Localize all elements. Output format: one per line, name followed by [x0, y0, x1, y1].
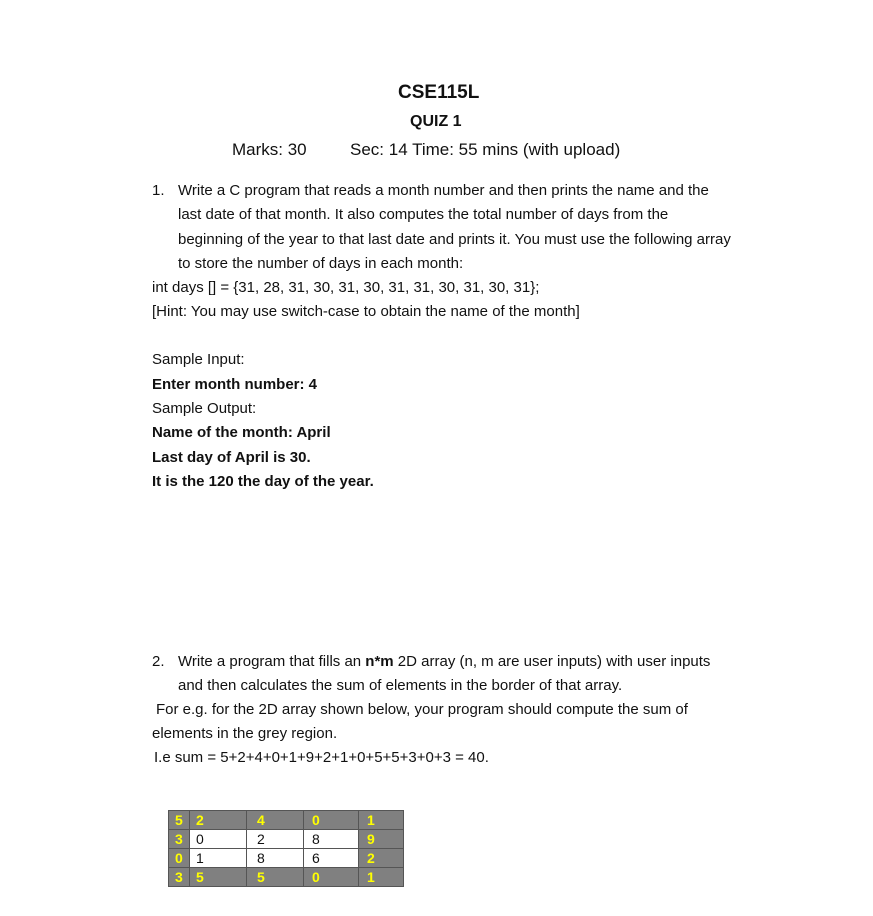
- grid-cell: 0: [190, 830, 247, 849]
- example-2d-array: [168, 810, 404, 887]
- grid-cell: 8: [304, 830, 359, 849]
- grid-cell: 1: [359, 811, 404, 830]
- grid-row: [169, 830, 404, 849]
- grid-row: [169, 849, 404, 868]
- section-time-label: Sec: 14 Time: 55 mins (with upload): [350, 140, 621, 159]
- grid-cell: 8: [247, 849, 304, 868]
- q1-hint: [Hint: You may use switch-case to obtain the name of the month]: [152, 303, 580, 320]
- q2-line-1-b: 2D array (n, m are user inputs) with user inputs: [393, 653, 711, 670]
- grid-cell: 3: [169, 830, 190, 849]
- q2-line-1-a: Write a program that fills an: [178, 653, 366, 670]
- grid-cell: 1: [190, 849, 247, 868]
- grid-cell: 4: [247, 811, 304, 830]
- sample-input-label: Sample Input:: [152, 351, 245, 368]
- grid-cell: 5: [247, 868, 304, 887]
- q2-line-2: and then calculates the sum of elements in the border of that array.: [178, 677, 623, 694]
- grid-cell: 5: [190, 868, 247, 887]
- grid-cell: 0: [304, 868, 359, 887]
- q2-line-3: For e.g. for the 2D array shown below, your program should compute the sum of: [156, 701, 688, 718]
- q1-array-code: int days [] = {31, 28, 31, 30, 31, 30, 31, 31, 30, 31, 30, 31};: [152, 279, 540, 296]
- q2-sum-line: I.e sum = 5+2+4+0+1+9+2+1+0+5+5+3+0+3 = 40.: [154, 749, 489, 766]
- course-title: CSE115L: [398, 82, 480, 103]
- q1-number: 1.: [152, 182, 165, 199]
- grid-cell: 2: [359, 849, 404, 868]
- sample-output-line-2: Last day of April is 30.: [152, 449, 311, 466]
- q1-line-4: to store the number of days in each month:: [178, 255, 464, 272]
- grid-cell: 1: [359, 868, 404, 887]
- grid-cell: 5: [169, 811, 190, 830]
- grid-row: [169, 868, 404, 887]
- grid-cell: 6: [304, 849, 359, 868]
- q1-line-1: Write a C program that reads a month number and then prints the name and the: [178, 182, 709, 199]
- marks-label: Marks: 30: [232, 140, 307, 159]
- grid-cell: 3: [169, 868, 190, 887]
- q1-line-2: last date of that month. It also computes the total number of days from the: [178, 206, 669, 223]
- sample-output-label: Sample Output:: [152, 400, 257, 417]
- grid-cell: 2: [247, 830, 304, 849]
- sample-output-line-1: Name of the month: April: [152, 424, 331, 441]
- q2-array-size: n*m: [365, 653, 394, 670]
- grid-cell: 2: [190, 811, 247, 830]
- sample-input-value: Enter month number: 4: [152, 376, 318, 393]
- grid-row: [169, 811, 404, 830]
- grid-cell: 0: [304, 811, 359, 830]
- sample-output-line-3: It is the 120 the day of the year.: [152, 473, 374, 490]
- grid-cell: 0: [169, 849, 190, 868]
- q2-line-4: elements in the grey region.: [152, 725, 338, 742]
- quiz-title: QUIZ 1: [410, 113, 462, 130]
- q2-line-1: [178, 650, 710, 674]
- grid-cell: 9: [359, 830, 404, 849]
- q2-number: 2.: [152, 653, 165, 670]
- q1-line-3: beginning of the year to that last date and prints it. You must use the following array: [178, 231, 731, 248]
